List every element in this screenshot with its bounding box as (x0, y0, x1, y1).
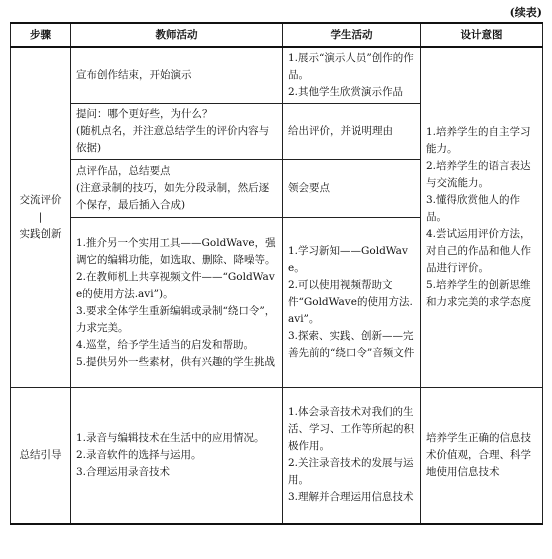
design-text: 4.尝试运用评价方法，对自己的作品和他人作品进行评价。 (426, 228, 531, 274)
teacher-cell (71, 160, 283, 218)
student-text: 1.学习新知——GoldWave。 (288, 245, 408, 274)
teacher-cell (71, 388, 283, 524)
student-text: 2.关注录音技术的发展与运用。 (288, 457, 414, 487)
student-cell (283, 104, 421, 160)
teacher-cell (71, 47, 283, 104)
student-text: 2.其他学生欣赏演示作品 (288, 86, 404, 98)
table-row (11, 388, 543, 524)
student-cell (283, 388, 421, 524)
student-text: 2.可以使用视频帮助文件“GoldWave的使用方法.avi”。 (288, 279, 413, 325)
design-cell-exchange (421, 47, 543, 388)
step-cell-exchange (11, 47, 71, 388)
student-cell (283, 47, 421, 104)
step-cell-summary (11, 388, 71, 524)
teacher-cell (71, 218, 283, 388)
student-text: 1.展示“演示人员”创作的作品。 (288, 52, 414, 81)
lesson-plan-table (10, 22, 543, 525)
continued-label: (续表) (509, 6, 542, 19)
teacher-text: 2.在教师机上共享视频文件——“GoldWave的使用方法.avi”)。 (76, 270, 275, 300)
student-text: 3.理解并合理运用信息技术 (288, 491, 414, 504)
teacher-text: 点评作品，总结要点 (76, 165, 171, 177)
design-text: 2.培养学生的语言表达与交流能力。 (426, 160, 531, 189)
teacher-text: 提问：哪个更好些，为什么？ (76, 108, 213, 120)
design-cell-summary (421, 388, 543, 524)
student-text: 3.探索、实践、创新——完善先前的“绕口令”音频文件 (288, 330, 415, 359)
teacher-text: 3.合理运用录音技术 (76, 465, 171, 478)
teacher-text: 宣布创作结束，开始演示 (76, 69, 192, 81)
student-text: 1.体会录音技术对我们的生活、学习、工作等所起的积极作用。 (288, 406, 414, 453)
teacher-text: 3.要求全体学生重新编辑或录制“绕口令”，力求完美。 (76, 304, 276, 334)
step-label: 总结引导 (19, 448, 62, 461)
design-text: 1.培养学生的自主学习能力。 (426, 126, 531, 155)
header-student-activity: 学生活动 (283, 23, 421, 47)
step-divider: | (38, 211, 43, 223)
teacher-text: (注意录制的技巧，如先分段录制，然后逐个保存，最后插入合成) (76, 182, 270, 211)
student-text: 领会要点 (288, 182, 330, 194)
header-design-intent: 设计意图 (421, 23, 543, 47)
teacher-text: 2.录音软件的选择与运用。 (76, 448, 202, 461)
header-teacher-activity: 教师活动 (71, 23, 283, 47)
teacher-text: 5.提供另外一些素材，供有兴趣的学生挑战 (76, 355, 276, 368)
teacher-text: 1.推介另一个实用工具——GoldWave，强调它的编辑功能，如选取、删除、降噪等。 (76, 236, 276, 266)
header-row (11, 23, 543, 47)
teacher-cell (71, 104, 283, 160)
step-label: 实践创新 (19, 228, 62, 240)
student-text: 给出评价，并说明理由 (288, 125, 393, 137)
design-text: 5.培养学生的创新思维和力求完美的求学态度 (426, 279, 531, 308)
step-label: 交流评价 (19, 194, 62, 206)
teacher-text: (随机点名，并注意总结学生的评价内容与依据) (76, 125, 270, 154)
student-cell (283, 160, 421, 218)
teacher-text: 4.巡堂，给予学生适当的启发和帮助。 (76, 338, 255, 351)
header-step: 步骤 (11, 23, 71, 47)
student-cell (283, 218, 421, 388)
design-text: 培养学生正确的信息技术价值观，合理、科学地使用信息技术 (426, 431, 531, 478)
teacher-text: 1.录音与编辑技术在生活中的应用情况。 (76, 431, 265, 444)
design-text: 3.懂得欣赏他人的作品。 (426, 194, 521, 223)
table-row (11, 47, 543, 104)
